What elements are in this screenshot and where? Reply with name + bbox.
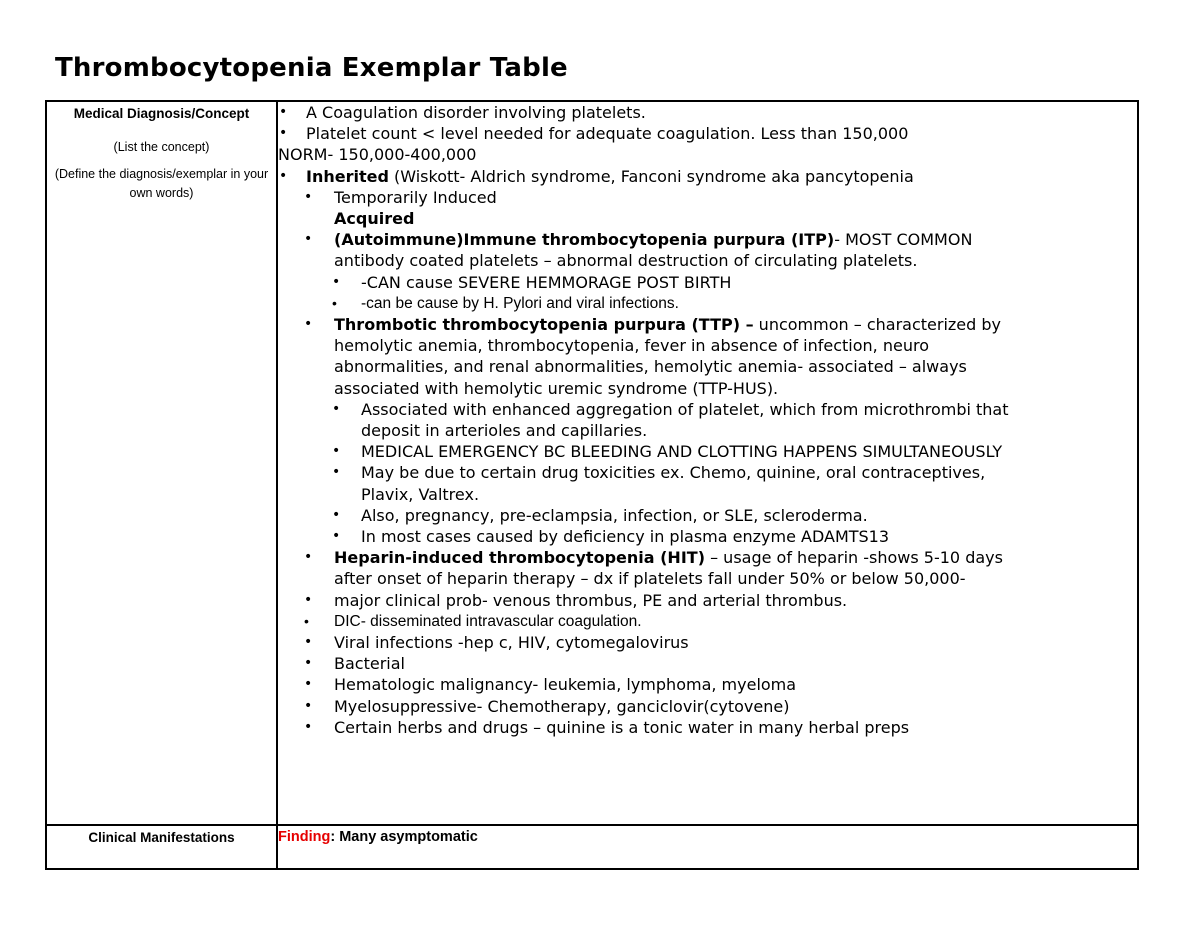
list-item: abnormalities, and renal abnormalities, hemolytic anemia- associated – always	[334, 357, 967, 377]
list-item: • Myelosuppressive- Chemotherapy, ganciclovir(cytovene)	[304, 696, 790, 716]
concept-sublabel-list: (List the concept)	[113, 140, 210, 154]
table-row	[46, 101, 1138, 825]
list-item: NORM- 150,000-400,000	[278, 145, 477, 165]
list-item: antibody coated platelets – abnormal destruction of circulating platelets.	[334, 251, 918, 271]
bullet-icon: •	[304, 697, 313, 714]
finding-text: Finding: Many asymptomatic	[278, 829, 478, 845]
list-item: • Inherited (Wiskott- Aldrich syndrome, Fanconi syndrome aka pancytopenia	[279, 166, 914, 186]
list-item: • Thrombotic thrombocytopenia purpura (TTP) – uncommon – characterized by	[304, 315, 1001, 335]
manifestations-label: Clinical Manifestations	[88, 830, 235, 845]
list-item: • Viral infections -hep c, HIV, cytomegalovirus	[304, 633, 689, 653]
list-item: • DIC- disseminated intravascular coagulation.	[278, 611, 1137, 632]
list-item: • Also, pregnancy, pre-eclampsia, infection, or SLE, scleroderma.	[332, 505, 868, 525]
list-item: hemolytic anemia, thrombocytopenia, fever in absence of infection, neuro	[334, 336, 929, 356]
bullet-icon: •	[332, 400, 341, 417]
bullet-icon: •	[304, 591, 313, 608]
list-item: • Heparin-induced thrombocytopenia (HIT) – usage of heparin -shows 5-10 days	[304, 548, 1003, 568]
list-item: • Temporarily Induced	[304, 187, 497, 207]
list-item: • major clinical prob- venous thrombus, PE and arterial thrombus.	[304, 590, 848, 610]
list-item: • Certain herbs and drugs – quinine is a tonic water in many herbal preps	[304, 717, 910, 737]
bullet-icon: •	[332, 464, 341, 481]
manifestations-label-cell	[46, 825, 277, 869]
list-item: associated with hemolytic uremic syndrome (TTP-HUS).	[334, 378, 779, 398]
bullet-icon: •	[304, 231, 313, 248]
concept-sublabel-define: (Define the diagnosis/exemplar in your own words)	[54, 167, 269, 200]
bullet-icon: •	[279, 167, 288, 184]
manifestations-content-cell	[277, 825, 1138, 869]
exemplar-table	[45, 100, 1139, 870]
bullet-icon: •	[332, 506, 341, 523]
list-item: • In most cases caused by deficiency in plasma enzyme ADAMTS13	[332, 527, 890, 547]
bullet-icon: •	[304, 676, 313, 693]
list-item: Acquired	[334, 209, 415, 229]
bullet-icon: •	[279, 104, 288, 120]
list-item: • May be due to certain drug toxicities ex. Chemo, quinine, oral contraceptives,	[332, 463, 986, 483]
bullet-icon: •	[304, 188, 313, 205]
bullet-icon: •	[304, 655, 313, 672]
finding-label: Finding	[278, 829, 331, 845]
table-row	[46, 825, 1138, 869]
bullet-icon: •	[304, 316, 313, 333]
bullet-icon: •	[332, 294, 337, 311]
list-item: Plavix, Valtrex.	[361, 484, 480, 504]
bullet-icon: •	[304, 634, 313, 651]
concept-content-cell	[277, 101, 1138, 825]
concept-label-cell	[46, 101, 277, 825]
list-item: • Hematologic malignancy- leukemia, lymphoma, myeloma	[304, 675, 797, 695]
bullet-icon: •	[304, 718, 313, 735]
list-item: • Platelet count < level needed for adequate coagulation. Less than 150,000	[279, 124, 909, 144]
list-item: after onset of heparin therapy – dx if platelets fall under 50% or below 50,000-	[334, 569, 966, 589]
bullet-icon: •	[304, 612, 309, 629]
list-item: • A Coagulation disorder involving platelets.	[279, 103, 646, 122]
list-item: deposit in arterioles and capillaries.	[361, 421, 648, 441]
list-item: • MEDICAL EMERGENCY BC BLEEDING AND CLOTTING HAPPENS SIMULTANEOUSLY	[332, 442, 1003, 462]
page-title: Thrombocytopenia Exemplar Table	[55, 53, 568, 83]
list-item: • Bacterial	[304, 654, 405, 674]
list-item: • -CAN cause SEVERE HEMMORAGE POST BIRTH	[332, 272, 732, 292]
bullet-icon: •	[332, 528, 341, 545]
list-item: • (Autoimmune)Immune thrombocytopenia purpura (ITP)- MOST COMMON	[304, 230, 973, 250]
list-item: • -can be cause by H. Pylori and viral infections.	[278, 293, 1137, 314]
bullet-icon: •	[332, 273, 341, 290]
bullet-icon: •	[304, 549, 313, 566]
bullet-icon: •	[332, 443, 341, 460]
concept-label: Medical Diagnosis/Concept	[73, 106, 250, 121]
bullet-icon: •	[279, 125, 288, 142]
list-item: • Associated with enhanced aggregation of platelet, which from microthrombi that	[332, 399, 1009, 419]
